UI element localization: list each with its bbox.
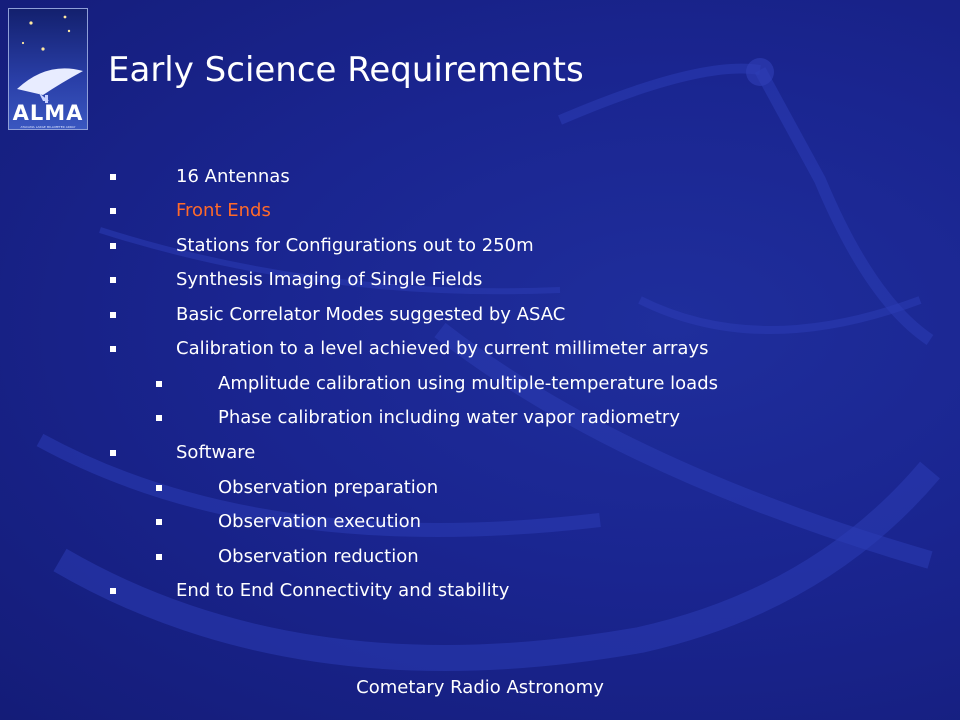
- bullet-text: Observation execution: [218, 511, 422, 532]
- bullet-marker-icon: [156, 415, 162, 421]
- alma-logo-subtitle: ATACAMA LARGE MILLIMETER ARRAY: [20, 125, 76, 129]
- bullet-text: Software: [176, 442, 256, 463]
- bullet-text: Calibration to a level achieved by current millimeter arrays: [176, 338, 709, 359]
- slide-footer: Cometary Radio Astronomy: [356, 677, 604, 698]
- bullet-marker-icon: [156, 554, 162, 560]
- bullet-text: Observation preparation: [218, 477, 439, 498]
- bullet-marker-icon: [156, 381, 162, 387]
- bullet-marker-icon: [110, 312, 116, 318]
- slide-title: Early Science Requirements: [108, 50, 584, 90]
- bullet-text: Synthesis Imaging of Single Fields: [176, 269, 483, 290]
- bullet-text: Basic Correlator Modes suggested by ASAC: [176, 304, 566, 325]
- bullet-marker-icon: [156, 519, 162, 525]
- alma-wordmark: ALMA: [12, 101, 84, 125]
- bullet-text: Stations for Configurations out to 250m: [176, 235, 534, 256]
- bullet-text: Front Ends: [176, 200, 271, 221]
- bullet-marker-icon: [110, 208, 116, 214]
- bullet-text: 16 Antennas: [176, 166, 290, 187]
- bullet-text: End to End Connectivity and stability: [176, 580, 510, 601]
- bullet-text: Phase calibration including water vapor radiometry: [218, 407, 680, 428]
- bullet-marker-icon: [110, 243, 116, 249]
- bullet-marker-icon: [110, 450, 116, 456]
- bullet-text: Amplitude calibration using multiple-temperature loads: [218, 373, 719, 394]
- bullet-marker-icon: [110, 588, 116, 594]
- bullet-marker-icon: [110, 277, 116, 283]
- bullet-marker-icon: [110, 346, 116, 352]
- bullet-marker-icon: [110, 174, 116, 180]
- bullet-text: Observation reduction: [218, 546, 419, 567]
- bullet-marker-icon: [156, 485, 162, 491]
